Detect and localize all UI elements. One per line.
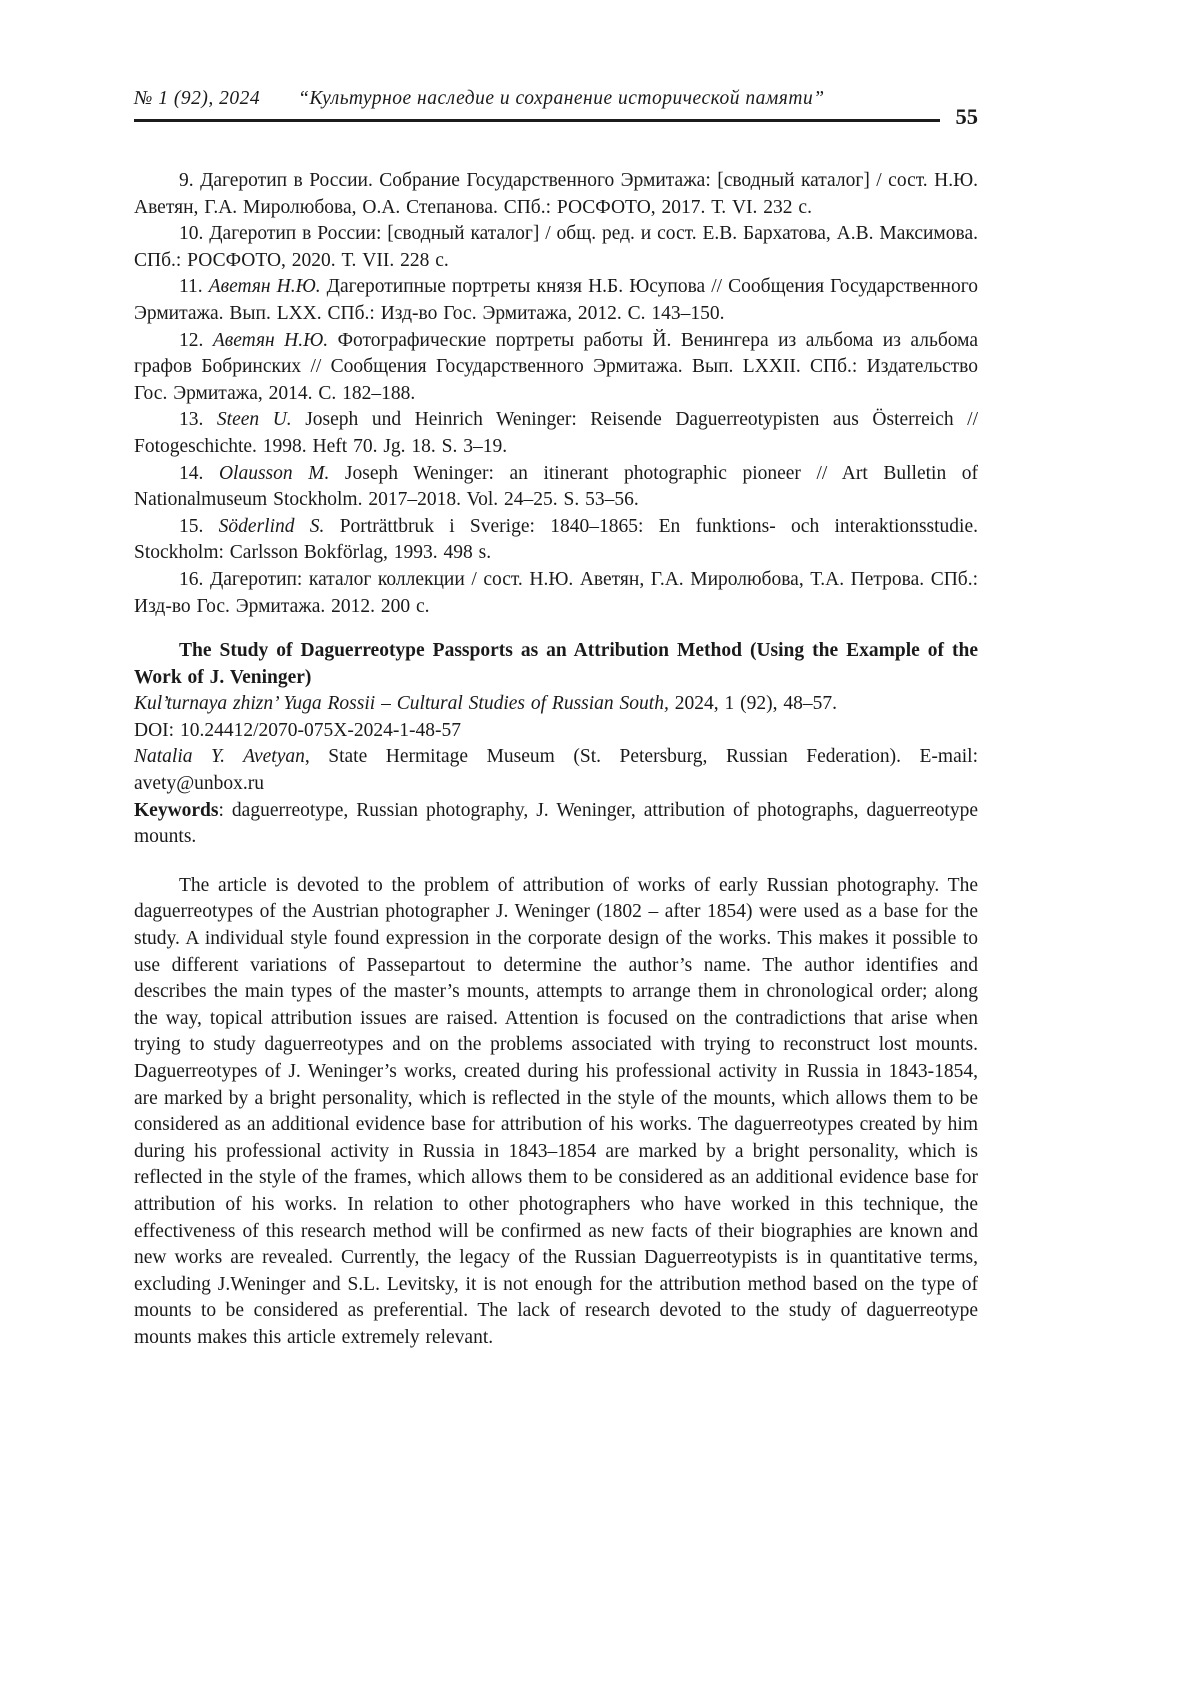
author-affiliation: , State Hermitage Museum (St. Petersburg, Russian Federation). E-mail: avety@unbox.ru bbox=[134, 746, 978, 795]
doi-line: DOI: 10.24412/2070-075X-2024-1-48-57 bbox=[134, 719, 462, 741]
keywords-label: Keywords bbox=[134, 799, 219, 821]
issue-info: № 1 (92), 2024 bbox=[134, 88, 261, 109]
reference-item-15: 15. Söderlind S. Porträttbruk i Sverige: 1840–1865: En funktions- och interaktionsstudie. Stockholm: Carlsson Bokförlag, 1993. 498 s. bbox=[134, 515, 978, 564]
journal-title: “Культурное наследие и сохранение исторической памяти” bbox=[298, 88, 825, 109]
article-metadata bbox=[134, 691, 978, 851]
page-number: 55 bbox=[955, 104, 978, 129]
author-name: Natalia Y. Avetyan bbox=[134, 746, 305, 768]
abstract-paragraph: The article is devoted to the problem of attribution of works of early Russian photography. The daguerreotypes of the Austrian photographer J. Weninger (1802 – after 1854) were used as a base for the study. A individual style found expression in the corporate design of the works. This makes it possible to use different variations of Passepartout to determine the author’s name. The author identifies and describes the main types of the master’s mounts, attempts to arrange them in chronological order; along the way, topical attribution issues are raised. Attention is focused on the contradictions that arise when trying to study daguerreotypes and on the problems associated with trying to reconstruct lost mounts. Daguerreotypes of J. Weninger’s works, created during his professional activity in Russia in 1843-1854, are marked by a bright personality, which is reflected in the style of the mounts, which allows them to be considered as an additional evidence base for attribution of his works. The daguerreotypes created by him during his professional activity in Russia in 1843–1854 are marked by a bright personality, which is reflected in the style of the frames, which allows them to be considered as an additional evidence base for attribution of his works. In relation to other photographers who have worked in this technique, the effectiveness of this research method will be confirmed as new facts of their biographies are known and new works are revealed. Currently, the legacy of the Russian Daguerreotypists is in quantitative terms, excluding J.Weninger and S.L. Levitsky, it is not enough for the attribution method based on the type of mounts to be considered as preferential. The lack of research devoted to the study of daguerreotype mounts makes this article extremely relevant. bbox=[134, 874, 978, 1348]
reference-item-12: 12. Аветян Н.Ю. Фотографические портреты работы Й. Венингера из альбома из альбома графов Бобринских // Сообщения Государственного Эрмитажа. Вып. LXXII. СПб.: Издательство Гос. Эрмитажа, 2014. С. 182–188. bbox=[134, 329, 978, 404]
reference-item-9: 9. Дагеротип в России. Собрание Государственного Эрмитажа: [сводный каталог] / сост. Н.Ю. Аветян, Г.А. Миролюбова, О.А. Степанова. СПб.: РОСФОТО, 2017. Т. VI. 232 с. bbox=[134, 170, 978, 218]
keywords-line bbox=[134, 798, 978, 851]
journal-citation-regular: 2024, 1 (92), 48–57. bbox=[668, 693, 837, 715]
journal-citation-italic: Kul’turnaya zhizn’ Yuga Rossii – Cultural Studies of Russian South, bbox=[134, 693, 669, 715]
reference-item-11: 11. Аветян Н.Ю. Дагеротипные портреты князя Н.Б. Юсупова // Сообщения Государственного Эрмитажа. Вып. LXX. СПб.: Изд-во Гос. Эрмитажа, 2012. С. 143–150. bbox=[134, 276, 979, 324]
reference-item-16: 16. Дагеротип: каталог коллекции / сост. Н.Ю. Аветян, Г.А. Миролюбова, Т.А. Петрова. СПб.: Изд-во Гос. Эрмитажа. 2012. 200 с. bbox=[134, 568, 978, 617]
reference-item-10: 10. Дагеротип в России: [сводный каталог] / общ. ред. и сост. Е.В. Бархатова, А.В. Максимова. СПб.: РОСФОТО, 2020. Т. VII. 228 с. bbox=[134, 223, 978, 271]
page-header bbox=[134, 88, 978, 129]
references-list bbox=[134, 168, 978, 620]
journal-citation-line bbox=[134, 691, 978, 718]
author-line bbox=[134, 744, 978, 797]
reference-item-13: 13. Steen U. Joseph und Heinrich Weninger: Reisende Daguerreotypisten aus Österreich // Fotogeschichte. 1998. Heft 70. Jg. 18. S. 3–19. bbox=[134, 409, 979, 457]
reference-item-14: 14. Olausson M. Joseph Weninger: an itinerant photographic pioneer // Art Bulletin of Nationalmuseum Stockholm. 2017–2018. Vol. 24–25. S. 53–56. bbox=[134, 462, 979, 511]
keywords-text: : daguerreotype, Russian photography, J. Weninger, attribution of photographs, daguerreotype mounts. bbox=[134, 799, 978, 848]
article-title-en: The Study of Daguerreotype Passports as an Attribution Method (Using the Example of the Work of J. Veninger) bbox=[134, 640, 978, 688]
header-rule bbox=[134, 88, 940, 122]
